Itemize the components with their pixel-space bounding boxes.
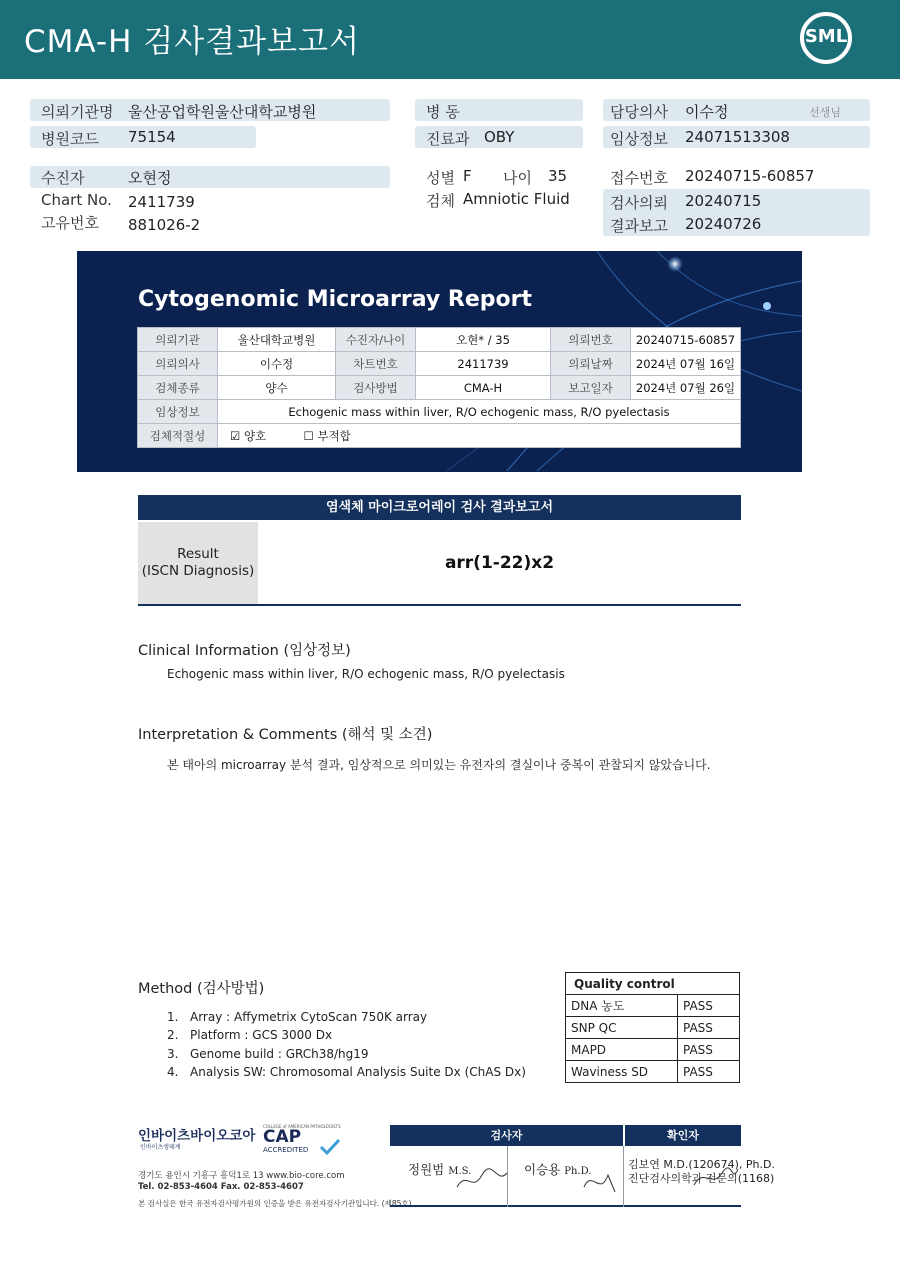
banner-cell-label: 의뢰번호 — [551, 328, 631, 352]
qc-name: DNA 농도 — [566, 995, 678, 1017]
doctor-suffix: 선생님 — [809, 106, 841, 119]
quality-control-table — [565, 972, 740, 1083]
banner-row — [138, 424, 741, 448]
patient-value: 오현정 — [128, 169, 172, 187]
adequacy-ng: 부적합 — [317, 428, 351, 443]
banner-cell-label: 검체종류 — [138, 376, 218, 400]
report-value: 20240726 — [685, 215, 762, 233]
code-value: 75154 — [128, 128, 176, 146]
qc-name: MAPD — [566, 1039, 678, 1061]
banner-cell-label: 수진자/나이 — [336, 328, 416, 352]
banner-title: Cytogenomic Microarray Report — [138, 287, 532, 312]
banner-cell-label: 의뢰기관 — [138, 328, 218, 352]
sml-logo — [800, 12, 852, 64]
code-label: 병원코드 — [41, 130, 99, 148]
method-list — [167, 1008, 526, 1081]
banner-row — [138, 400, 741, 424]
result-heading: 염색체 마이크로어레이 검사 결과보고서 — [138, 495, 741, 520]
result-box — [138, 520, 741, 606]
clinical-value: 24071513308 — [685, 128, 790, 146]
qc-row — [566, 995, 740, 1017]
method-item: 2. Platform : GCS 3000 Dx — [167, 1028, 333, 1043]
specimen-value: Amniotic Fluid — [463, 190, 570, 208]
banner-adequacy-options — [218, 424, 741, 448]
logo-text: SML — [804, 26, 848, 47]
doctor-label: 담당의사 — [610, 103, 668, 121]
certification-notice: 본 검사실은 한국 유전자검사평가원의 인증을 받은 유전자검사기관입니다. (제85호) — [138, 1199, 412, 1208]
method-item: 4. Analysis SW: Chromosomal Analysis Suite Dx (ChAS Dx) — [167, 1064, 526, 1079]
examiner2: 이승용 Ph.D. — [524, 1162, 592, 1177]
result-value: arr(1-22)x2 — [444, 553, 555, 573]
clinical-label: 임상정보 — [610, 130, 668, 148]
empty-box-icon: ☐ — [303, 428, 314, 443]
receipt-value: 20240715-60857 — [685, 167, 815, 185]
banner-cell-value: 2024년 07월 16일 — [631, 352, 741, 376]
confirmer-header: 확인자 — [625, 1125, 741, 1146]
age-label: 나이 — [503, 169, 532, 187]
banner-cell-label: 검사방법 — [336, 376, 416, 400]
receipt-label: 접수번호 — [610, 169, 668, 187]
signature-block — [390, 1125, 775, 1207]
interpretation-heading: Interpretation & Comments (해석 및 소견) — [138, 727, 433, 743]
chart-value: 2411739 — [128, 193, 195, 211]
examiner-header: 검사자 — [390, 1125, 623, 1146]
qc-result: PASS — [678, 995, 740, 1017]
hospital-value: 울산공업학원울산대학교병원 — [128, 103, 317, 121]
banner-clinical-label: 임상정보 — [138, 400, 218, 424]
patient-label: 수진자 — [41, 169, 85, 187]
request-value: 20240715 — [685, 192, 762, 210]
qc-result: PASS — [678, 1039, 740, 1061]
examiner2-signature — [580, 1167, 620, 1197]
ward-label: 병 동 — [426, 103, 460, 121]
method-heading: Method (검사방법) — [138, 981, 265, 997]
banner-cell-value: CMA-H — [416, 376, 551, 400]
result-label — [138, 522, 258, 604]
age-value: 35 — [548, 167, 568, 185]
qc-name: SNP QC — [566, 1017, 678, 1039]
clinical-info-text: Echogenic mass within liver, R/O echogenic mass, R/O pyelectasis — [167, 667, 565, 681]
doctor-value: 이수정 — [685, 103, 729, 121]
qc-result: PASS — [678, 1017, 740, 1039]
dept-label: 진료과 — [426, 130, 470, 148]
qc-row — [566, 1039, 740, 1061]
result-label-line2: (ISCN Diagnosis) — [141, 563, 255, 579]
banner-cell-label: 보고일자 — [551, 376, 631, 400]
banner-cell-label: 의뢰날짜 — [551, 352, 631, 376]
confirmer: 김보연 M.D.(120674), Ph.D. 진단검사의학과 전문의(1168) — [628, 1158, 775, 1185]
clinical-info-heading: Clinical Information (임상정보) — [138, 643, 351, 659]
qc-heading: Quality control — [566, 973, 740, 995]
banner-cell-label: 차트번호 — [336, 352, 416, 376]
banner-info-table — [137, 327, 741, 448]
banner-row — [138, 376, 741, 400]
cap-accredited-logo: COLLEGE of AMERICAN PATHOLOGISTS CAP ACCREDITED — [263, 1124, 341, 1154]
examiner1-signature — [452, 1165, 512, 1195]
checked-box-icon: ☑ — [230, 428, 241, 443]
banner-cell-value: 오현* / 35 — [416, 328, 551, 352]
chart-label: Chart No. — [41, 191, 112, 209]
banner-cell-value: 2024년 07월 26일 — [631, 376, 741, 400]
banner-cell-value: 2411739 — [416, 352, 551, 376]
hospital-label: 의뢰기관명 — [41, 103, 114, 121]
banner-clinical-value: Echogenic mass within liver, R/O echogenic mass, R/O pyelectasis — [218, 400, 741, 424]
dept-value: OBY — [484, 128, 515, 146]
banner-row — [138, 352, 741, 376]
method-item: 1. Array : Affymetrix CytoScan 750K array — [167, 1010, 428, 1024]
company-name: 인바이츠바이오코아 — [138, 1128, 256, 1144]
banner-cell-value: 양수 — [218, 376, 336, 400]
company-address: 경기도 용인시 기흥구 흥덕1로 13 www.bio-core.com — [138, 1171, 345, 1181]
specimen-label: 검체 — [426, 192, 455, 210]
examiner1: 정원범 M.S. — [408, 1162, 472, 1177]
interpretation-text: 본 태아의 microarray 분석 결과, 임상적으로 의미있는 유전자의 결실이나 중복이 관찰되지 않았습니다. — [167, 758, 711, 772]
request-label: 검사의뢰 — [610, 194, 668, 212]
sex-label: 성별 — [426, 169, 455, 187]
cma-report-banner — [77, 251, 802, 472]
qc-name: Waviness SD — [566, 1061, 678, 1083]
result-label-line1: Result — [177, 546, 219, 562]
id-label: 고유번호 — [41, 214, 99, 232]
adequacy-ok: 양호 — [243, 428, 267, 443]
check-icon — [319, 1138, 341, 1156]
banner-cell-value: 이수정 — [218, 352, 336, 376]
method-item: 3. Genome build : GRCh38/hg19 — [167, 1046, 369, 1061]
banner-cell-value: 20240715-60857 — [631, 328, 741, 352]
banner-row — [138, 328, 741, 352]
report-label: 결과보고 — [610, 217, 668, 235]
qc-row — [566, 1061, 740, 1083]
id-value: 881026-2 — [128, 216, 201, 234]
banner-cell-label: 의뢰의사 — [138, 352, 218, 376]
banner-cell-value: 울산대학교병원 — [218, 328, 336, 352]
sex-value: F — [463, 167, 472, 185]
confirmer-signature — [690, 1163, 740, 1193]
qc-result: PASS — [678, 1061, 740, 1083]
company-subname: 인바이츠생태계 — [140, 1144, 181, 1151]
report-header — [0, 0, 900, 79]
report-title: CMA-H 검사결과보고서 — [24, 24, 360, 60]
banner-adequacy-label: 검체적절성 — [138, 424, 218, 448]
qc-row — [566, 1017, 740, 1039]
company-tel: Tel. 02-853-4604 Fax. 02-853-4607 — [138, 1182, 304, 1192]
